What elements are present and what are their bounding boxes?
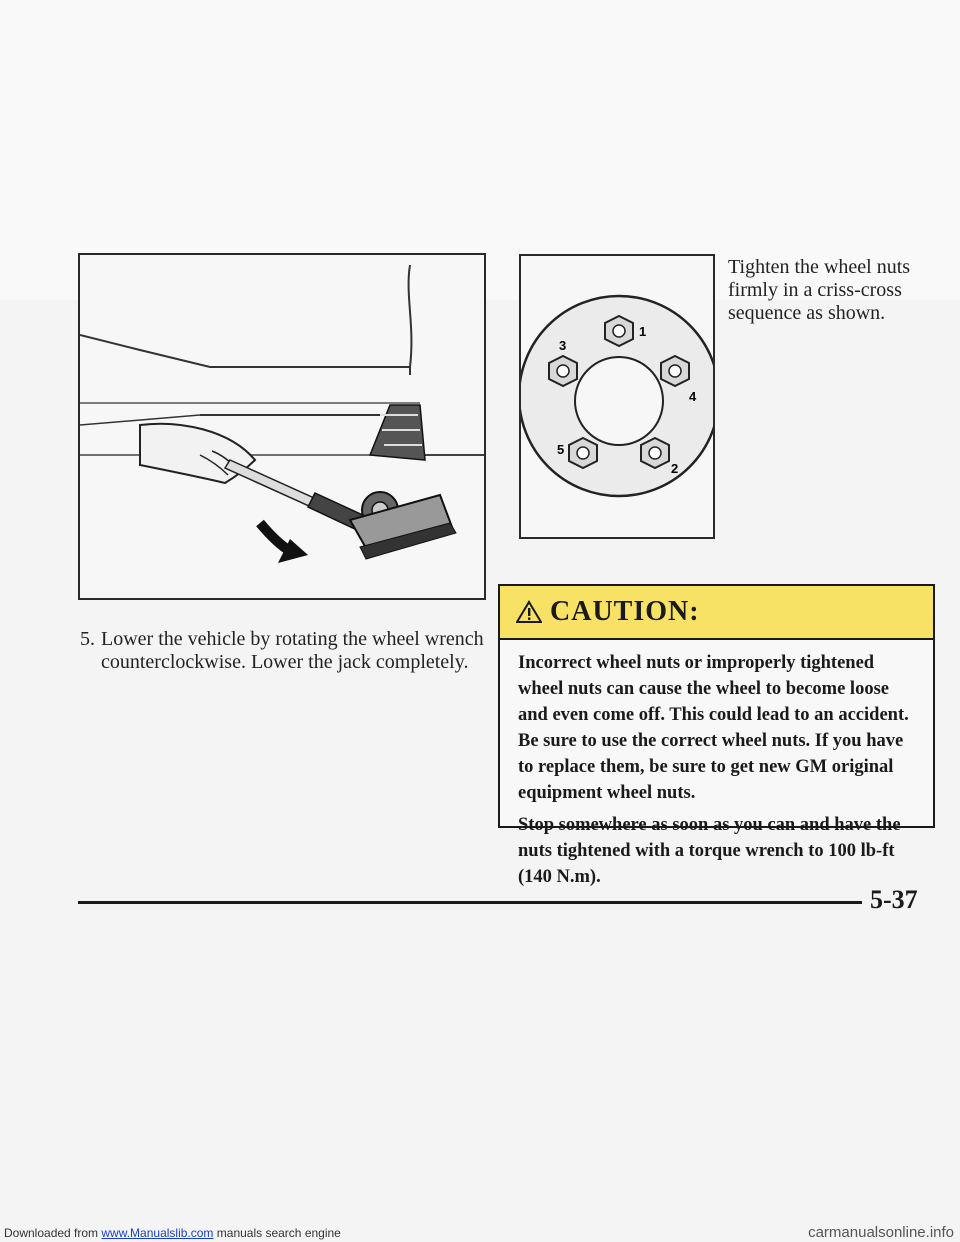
step-number: 5. — [80, 628, 95, 650]
manualslib-link[interactable]: www.Manualslib.com — [101, 1226, 214, 1240]
step-5 — [80, 628, 520, 674]
caution-title: CAUTION: — [550, 596, 700, 627]
wheel-nut-sequence-illustration — [519, 254, 715, 539]
caution-body — [500, 640, 933, 890]
nut-label-1: 1 — [639, 324, 647, 339]
wheel-nut-1 — [605, 316, 633, 346]
caution-paragraph-1: Incorrect wheel nuts or improperly tightened wheel nuts can cause the wheel to become loose and even come off. This could lead to an accident. Be sure to use the correct wheel nuts. If you have to replace them, be sure to get new GM original equipment wheel nuts. — [518, 653, 909, 803]
nut-label-3: 3 — [559, 338, 567, 353]
step-text: Lower the vehicle by rotating the wheel wrench counterclockwise. Lower the jack completely. — [101, 628, 484, 673]
source-suffix: manuals search engine — [213, 1226, 341, 1240]
nut-label-4: 4 — [689, 389, 697, 404]
download-source-line — [4, 1226, 341, 1240]
caution-header — [500, 586, 933, 640]
wheel-nut-sequence-drawing — [521, 256, 713, 537]
wheel-nut-5 — [569, 438, 597, 468]
site-watermark: carmanualsonline.info — [808, 1224, 954, 1241]
footer-rule — [78, 901, 862, 904]
jack-lowering-drawing — [80, 255, 484, 598]
wheel-nut-3 — [549, 356, 577, 386]
wheel-nut-2 — [641, 438, 669, 468]
wheel-nut-caption: Tighten the wheel nuts firmly in a criss-cross sequence as shown. — [728, 256, 911, 324]
jack-lowering-illustration — [78, 253, 486, 600]
source-prefix: Downloaded from — [4, 1226, 102, 1240]
caution-box — [498, 584, 935, 887]
nut-label-2: 2 — [671, 461, 679, 476]
page-number: 5-37 — [870, 885, 918, 914]
warning-triangle-icon — [516, 600, 542, 624]
nut-label-5: 5 — [557, 442, 565, 457]
wheel-nut-4 — [661, 356, 689, 386]
caution-paragraph-2: Stop somewhere as soon as you can and have the nuts tightened with a torque wrench to 100 lb-ft (140 N.m). — [518, 815, 901, 887]
